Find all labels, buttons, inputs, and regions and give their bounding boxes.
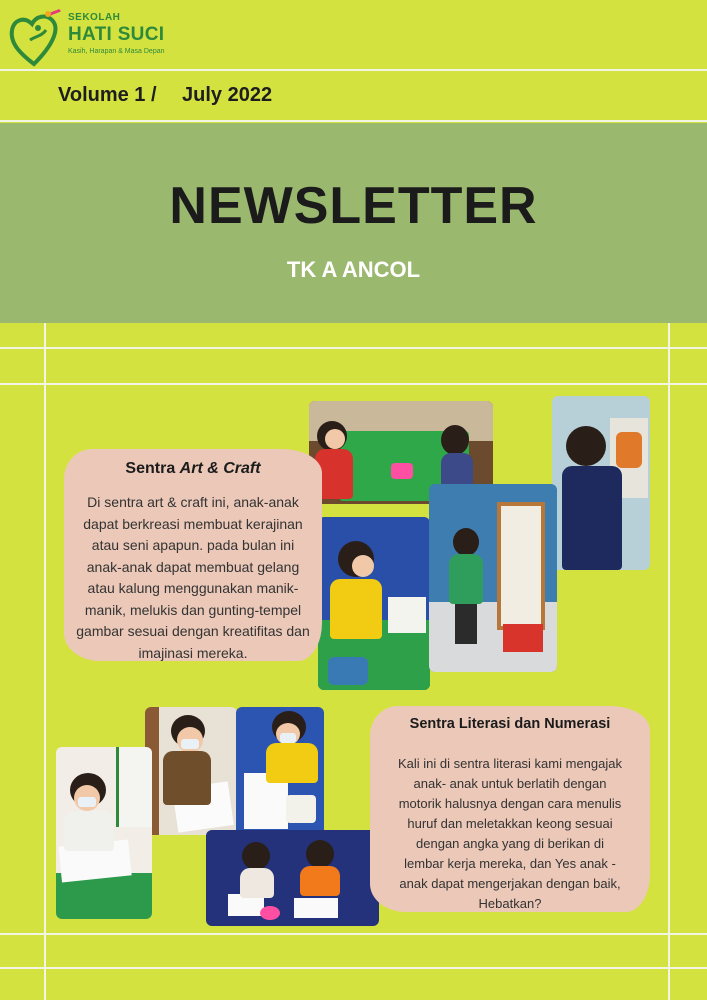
volume-label: Volume 1 /: [58, 84, 157, 106]
text-line: gambar sesuai dengan kreatifitas dan: [76, 623, 310, 639]
literasi-title: Sentra Literasi dan Numerasi: [409, 716, 611, 732]
art-craft-title-prefix: Sentra: [125, 460, 180, 477]
text-line: anak dapat mengerjakan dengan baik,: [399, 876, 621, 891]
school-logo: [8, 6, 208, 68]
text-line: atau seni apapun. pada bulan ini: [91, 537, 295, 553]
literasi-text: [370, 754, 650, 914]
newsletter-title: NEWSLETTER: [169, 177, 538, 235]
logo-sekolah-text: SEKOLAH: [68, 12, 121, 23]
photo-two-kids-floor: [206, 830, 379, 926]
text-line: lembar kerja mereka, dan Yes anak -: [404, 856, 616, 871]
photo-girl-yellow: [318, 517, 430, 690]
text-line: atau kalung menggunakan manik-: [87, 580, 299, 596]
frame-right-line: [668, 323, 670, 1000]
text-line: dengan angka yang di berikan di: [416, 836, 604, 851]
logo-tagline: Kasih, Harapan & Masa Depan: [68, 48, 165, 55]
text-line: imajinasi mereka.: [138, 644, 248, 661]
text-line: dapat berkreasi membuat kerajinan: [83, 515, 303, 532]
heart-logo-icon: [8, 6, 64, 68]
text-line: Hebatkan?: [478, 896, 542, 911]
divider-line: [0, 347, 707, 349]
art-craft-text: [64, 492, 322, 664]
photo-boy-tracing: [145, 707, 237, 835]
frame-left-line: [44, 323, 46, 1000]
divider-line: [0, 383, 707, 385]
issue-date: July 2022: [182, 84, 273, 106]
text-line: Di sentra art & craft ini, anak-anak: [87, 494, 299, 510]
divider-line: [0, 967, 707, 969]
divider-line: [0, 69, 707, 71]
newsletter-subtitle: TK A ANCOL: [286, 257, 421, 282]
text-line: anak-anak dapat membuat gelang: [86, 558, 300, 575]
photo-easel-girl: [429, 484, 557, 672]
text-line: motorik halusnya dengan cara menulis: [398, 796, 622, 811]
text-line: manik, melukis dan gunting-tempel: [84, 601, 302, 618]
photo-boy-worksheet: [56, 747, 152, 919]
divider-line: [0, 120, 707, 122]
logo-school-name: HATI SUCI: [68, 24, 165, 45]
divider-line: [0, 933, 707, 935]
art-craft-title-emphasis: Art & Craft: [179, 460, 261, 477]
text-line: huruf dan meletakkan keong sesuai: [407, 816, 613, 831]
art-craft-title: [64, 460, 322, 478]
text-line: Kali ini di sentra literasi kami mengajak: [398, 756, 622, 771]
text-line: anak- anak untuk berlatih dengan: [413, 776, 607, 791]
photo-painting-girl: [552, 396, 650, 570]
photo-girl-counting: [236, 707, 324, 835]
